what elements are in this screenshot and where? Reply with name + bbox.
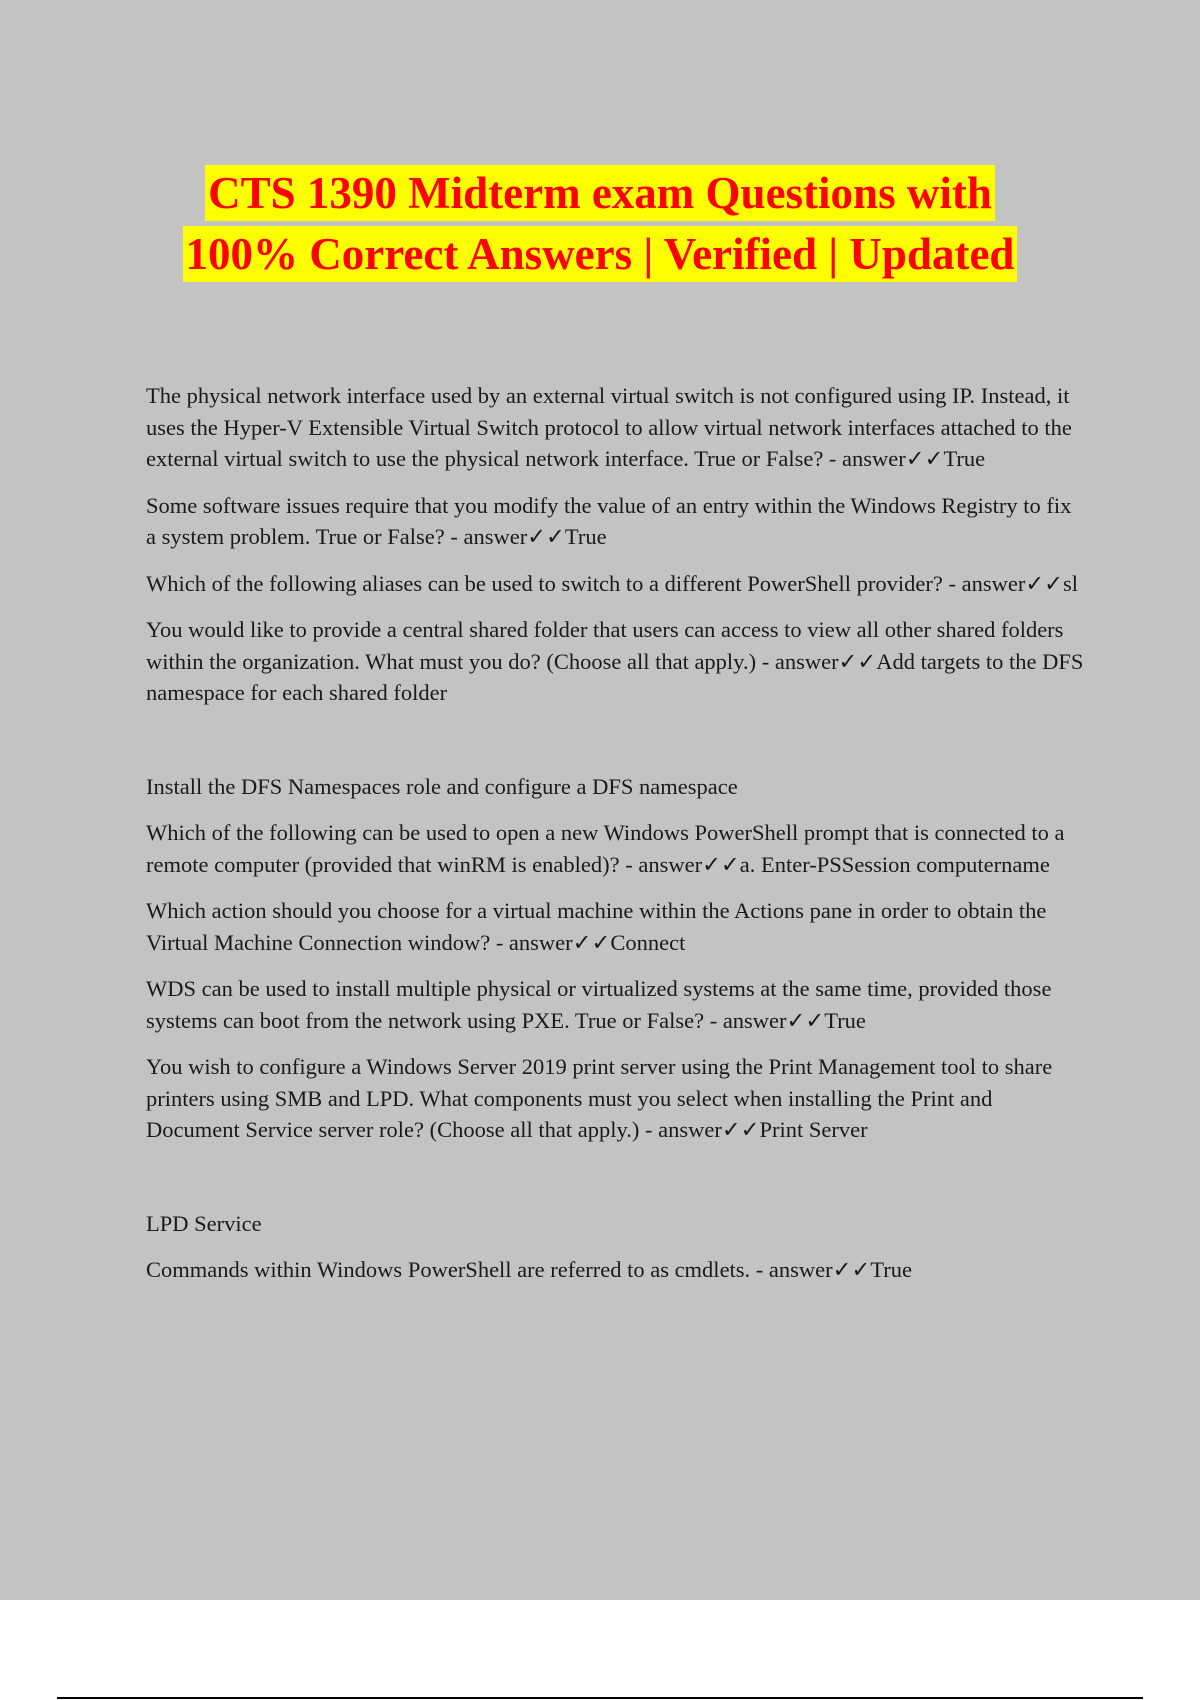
question-paragraph: WDS can be used to install multiple physical or virtualized systems at the same time, provided those systems can boot from the network using PXE. True or False? - answer✓✓True xyxy=(146,976,1052,1033)
answer-continuation: LPD Service xyxy=(146,1210,262,1236)
page-divider xyxy=(57,1697,1143,1699)
answer-continuation: Install the DFS Namespaces role and configure a DFS namespace xyxy=(146,773,738,799)
question-paragraph: You wish to configure a Windows Server 2019 print server using the Print Management tool to share printers using SMB and LPD. What components must you select when installing the Print and Document Service server role? (Choose all that apply.) - answer✓✓Print Server xyxy=(146,1054,1053,1142)
question-paragraph: Some software issues require that you modify the value of an entry within the Windows Registry to fix a system problem. True or False? - answer✓✓True xyxy=(146,492,1072,549)
question-paragraph: Which of the following can be used to open a new Windows PowerShell prompt that is connected to a remote computer (provided that winRM is enabled)? - answer✓✓a. Enter-PSSession computername xyxy=(146,820,1065,877)
question-list xyxy=(146,380,1086,1301)
question-paragraph: Which action should you choose for a virtual machine within the Actions pane in order to obtain the Virtual Machine Connection window? - answer✓✓Connect xyxy=(146,898,1047,955)
title-line-2: 100% Correct Answers | Verified | Updated xyxy=(183,226,1018,282)
question-paragraph: The physical network interface used by an external virtual switch is not configured using IP. Instead, it uses the Hyper-V Extensible Virtual Switch protocol to allow virtual network interfaces attached to the external virtual switch to use the physical network interface. True or False? - answer✓✓True xyxy=(146,383,1072,471)
question-paragraph: Commands within Windows PowerShell are referred to as cmdlets. - answer✓✓True xyxy=(146,1257,913,1282)
document-title xyxy=(0,165,1200,287)
question-paragraph: You would like to provide a central shared folder that users can access to view all other shared folders within the organization. What must you do? (Choose all that apply.) - answer✓✓Add targets to the DFS namespace for each shared folder xyxy=(146,617,1084,705)
question-paragraph: Which of the following aliases can be used to switch to a different PowerShell provider? - answer✓✓sl xyxy=(146,570,1079,596)
title-line-1: CTS 1390 Midterm exam Questions with xyxy=(205,165,995,221)
